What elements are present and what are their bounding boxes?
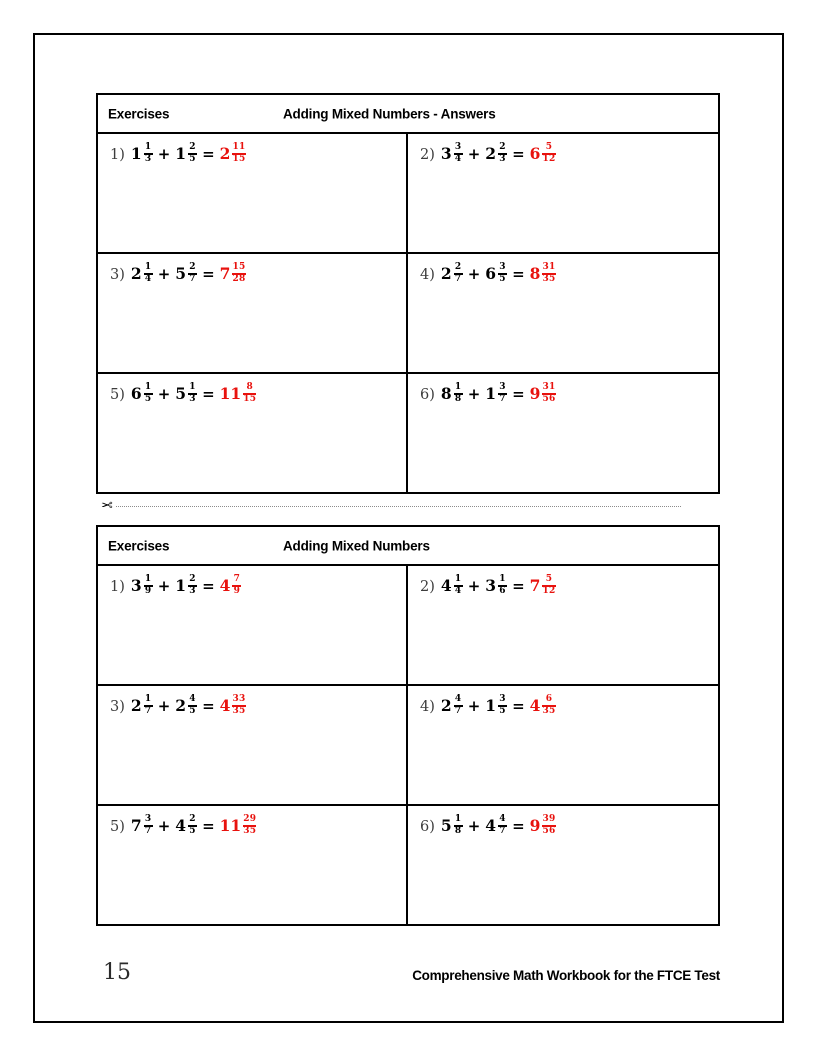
plus-operator-5: + (157, 384, 171, 403)
problem-expression-2 (420, 143, 556, 164)
worksheet-exercises-header-left: Exercises (108, 538, 170, 553)
exercise-answer-numerator-3: 33 (232, 694, 246, 704)
exercise-expression-1 (110, 575, 241, 596)
operand-a-numerator-6: 1 (454, 382, 462, 392)
operand-b-whole-6: 1 (485, 383, 497, 403)
problem-number-4: 4) (420, 266, 435, 283)
answer-numerator-4: 31 (542, 262, 556, 272)
exercise-operand-b-numerator-5: 2 (189, 814, 196, 824)
exercise-operand-b-denominator-1: 3 (189, 586, 196, 597)
exercise-operand-a-numerator-6: 1 (454, 814, 462, 824)
exercise-expression-4 (420, 695, 556, 716)
problem-number-2: 2) (420, 146, 435, 163)
operand-a-numerator-2: 3 (454, 142, 462, 152)
answer-4 (530, 263, 556, 284)
operand-a-whole-2: 3 (440, 143, 452, 163)
operand-a-denominator-5: 5 (144, 394, 152, 405)
operand-b-denominator-5: 3 (189, 394, 196, 405)
exercise-operand-a-whole-3: 2 (130, 695, 142, 715)
operand-b-4 (485, 263, 507, 284)
exercise-answer-fraction-4 (542, 695, 555, 716)
exercise-operand-b-whole-3: 2 (175, 695, 187, 715)
exercise-answer-fraction-2 (542, 575, 555, 596)
operand-a-numerator-5: 1 (144, 382, 152, 392)
book-title: Comprehensive Math Workbook for the FTCE Test (412, 968, 720, 983)
exercise-operand-a-fraction-1 (144, 575, 153, 596)
exercise-operand-b-whole-2: 3 (485, 575, 497, 595)
exercise-operand-b-numerator-3: 4 (189, 694, 196, 704)
operand-a-2 (441, 143, 463, 164)
answer-numerator-3: 15 (232, 262, 246, 272)
answer-whole-4: 8 (529, 263, 541, 283)
answer-numerator-6: 31 (542, 382, 556, 392)
exercise-answer-whole-3: 4 (219, 695, 231, 715)
exercise-operand-a-whole-5: 7 (130, 815, 142, 835)
problem-number-6: 6) (420, 386, 435, 403)
answer-denominator-1: 15 (232, 154, 246, 165)
exercise-plus-operator-5: + (157, 816, 171, 835)
exercise-answer-numerator-2: 5 (545, 574, 553, 584)
exercise-number-2: 2) (420, 578, 435, 595)
problem-number-3: 3) (110, 266, 125, 283)
exercise-operand-a-4 (441, 695, 463, 716)
operand-b-numerator-6: 3 (499, 382, 506, 392)
operand-b-numerator-4: 3 (499, 262, 506, 272)
exercise-operand-a-numerator-3: 1 (144, 694, 152, 704)
exercise-operand-b-whole-6: 4 (485, 815, 497, 835)
equals-operator-5: = (202, 384, 215, 403)
exercise-operand-b-denominator-2: 6 (499, 586, 506, 597)
exercise-operand-a-numerator-5: 3 (144, 814, 152, 824)
exercise-expression-5 (110, 815, 256, 836)
answer-5 (220, 383, 257, 404)
exercise-cell-5[interactable] (98, 806, 408, 924)
answer-2 (530, 143, 556, 164)
exercise-plus-operator-4: + (467, 696, 481, 715)
exercise-operand-a-2 (441, 575, 463, 596)
operand-b-numerator-1: 2 (189, 142, 196, 152)
exercise-operand-b-fraction-6 (498, 815, 507, 836)
exercise-number-5: 5) (110, 818, 125, 835)
exercise-operand-a-denominator-2: 4 (454, 586, 462, 597)
exercise-answer-3 (220, 695, 246, 716)
exercise-operand-b-denominator-4: 5 (499, 706, 506, 717)
operand-a-denominator-6: 8 (454, 394, 462, 405)
equals-operator-4: = (512, 264, 525, 283)
plus-operator-4: + (467, 264, 481, 283)
answer-whole-1: 2 (219, 143, 231, 163)
problem-cell-3[interactable] (98, 254, 408, 372)
operand-a-5 (131, 383, 153, 404)
cut-dashed-line (116, 506, 681, 508)
operand-b-numerator-2: 2 (499, 142, 506, 152)
operand-a-6 (441, 383, 463, 404)
answer-whole-3: 7 (219, 263, 231, 283)
operand-a-numerator-1: 1 (144, 142, 152, 152)
exercise-answer-denominator-6: 56 (542, 826, 556, 837)
worksheet-answers-header-title: Adding Mixed Numbers - Answers (283, 106, 496, 121)
exercise-answer-5 (220, 815, 257, 836)
problem-cell-1[interactable] (98, 134, 408, 252)
operand-b-numerator-5: 1 (189, 382, 196, 392)
operand-b-fraction-4 (498, 263, 507, 284)
operand-a-numerator-3: 1 (144, 262, 152, 272)
plus-operator-6: + (467, 384, 481, 403)
operand-b-2 (485, 143, 507, 164)
operand-b-numerator-3: 2 (189, 262, 196, 272)
answer-1 (220, 143, 246, 164)
exercise-number-1: 1) (110, 578, 125, 595)
exercise-operand-b-fraction-5 (188, 815, 197, 836)
operand-b-whole-4: 6 (485, 263, 497, 283)
answer-denominator-2: 12 (542, 154, 556, 165)
table-row (98, 566, 718, 686)
equals-operator-2: = (512, 144, 525, 163)
exercise-operand-a-denominator-6: 8 (454, 826, 462, 837)
answer-numerator-1: 11 (232, 142, 246, 152)
answer-whole-6: 9 (529, 383, 541, 403)
exercise-operand-a-5 (131, 815, 153, 836)
exercise-operand-b-3 (175, 695, 197, 716)
worksheet-answers-header (98, 95, 718, 134)
exercise-answer-4 (530, 695, 556, 716)
operand-b-3 (175, 263, 197, 284)
table-row (98, 374, 718, 492)
exercise-operand-a-whole-2: 4 (440, 575, 452, 595)
exercise-operand-a-fraction-4 (454, 695, 463, 716)
problem-expression-4 (420, 263, 556, 284)
exercise-operand-b-whole-5: 4 (175, 815, 187, 835)
exercise-answer-numerator-1: 7 (233, 574, 241, 584)
plus-operator-3: + (157, 264, 171, 283)
exercise-operand-a-denominator-3: 7 (144, 706, 152, 717)
answer-denominator-6: 56 (542, 394, 556, 405)
exercise-operand-a-fraction-6 (454, 815, 463, 836)
problem-number-1: 1) (110, 146, 125, 163)
problem-cell-5[interactable] (98, 374, 408, 492)
exercise-expression-3 (110, 695, 246, 716)
exercise-operand-b-fraction-3 (188, 695, 197, 716)
operand-b-whole-2: 2 (485, 143, 497, 163)
exercise-expression-2 (420, 575, 556, 596)
exercise-operand-a-whole-4: 2 (440, 695, 452, 715)
equals-operator-1: = (202, 144, 215, 163)
worksheet-exercises (96, 525, 720, 926)
exercise-operand-a-3 (131, 695, 153, 716)
exercise-number-3: 3) (110, 698, 125, 715)
operand-a-whole-4: 2 (440, 263, 452, 283)
problem-number-5: 5) (110, 386, 125, 403)
operand-a-whole-3: 2 (130, 263, 142, 283)
answer-3 (220, 263, 246, 284)
exercise-answer-whole-2: 7 (529, 575, 541, 595)
operand-a-denominator-3: 4 (144, 274, 152, 285)
exercise-operand-a-fraction-3 (144, 695, 153, 716)
answer-fraction-1 (232, 143, 245, 164)
operand-b-1 (175, 143, 197, 164)
exercise-operand-b-fraction-1 (188, 575, 197, 596)
answer-numerator-5: 8 (246, 382, 254, 392)
operand-b-fraction-5 (188, 383, 197, 404)
scissors-icon: ✂ (101, 497, 113, 513)
operand-a-denominator-2: 4 (454, 154, 462, 165)
worksheet-answers-header-left: Exercises (108, 106, 170, 121)
exercise-answer-denominator-1: 9 (233, 586, 241, 597)
equals-operator-6: = (512, 384, 525, 403)
problem-expression-6 (420, 383, 556, 404)
operand-b-denominator-2: 3 (499, 154, 506, 165)
exercise-operand-b-denominator-5: 5 (189, 826, 196, 837)
operand-b-5 (175, 383, 197, 404)
exercise-operand-a-denominator-4: 7 (454, 706, 462, 717)
page-footer (96, 960, 720, 996)
operand-b-6 (485, 383, 507, 404)
exercise-operand-b-numerator-1: 2 (189, 574, 196, 584)
table-row (98, 134, 718, 254)
exercise-answer-whole-5: 11 (219, 815, 242, 835)
exercise-operand-b-6 (485, 815, 507, 836)
problem-cell-6[interactable] (408, 374, 718, 492)
exercise-operand-b-whole-4: 1 (485, 695, 497, 715)
exercise-answer-numerator-5: 29 (243, 814, 257, 824)
answer-fraction-5 (243, 383, 256, 404)
exercise-cell-6[interactable] (408, 806, 718, 924)
problem-cell-2[interactable] (408, 134, 718, 252)
operand-a-whole-6: 8 (440, 383, 452, 403)
exercise-equals-operator-4: = (512, 696, 525, 715)
problem-expression-3 (110, 263, 246, 284)
problem-expression-5 (110, 383, 256, 404)
table-row (98, 686, 718, 806)
exercise-operand-a-numerator-2: 1 (454, 574, 462, 584)
operand-a-fraction-1 (144, 143, 153, 164)
answer-denominator-4: 35 (542, 274, 556, 285)
exercise-answer-2 (530, 575, 556, 596)
exercise-operand-a-fraction-5 (144, 815, 153, 836)
exercise-cell-1[interactable] (98, 566, 408, 684)
operand-a-fraction-6 (454, 383, 463, 404)
exercise-number-6: 6) (420, 818, 435, 835)
exercise-cell-2[interactable] (408, 566, 718, 684)
exercise-operand-b-5 (175, 815, 197, 836)
exercise-answer-denominator-2: 12 (542, 586, 556, 597)
equals-operator-3: = (202, 264, 215, 283)
operand-a-fraction-2 (454, 143, 463, 164)
exercise-expression-6 (420, 815, 556, 836)
exercise-operand-b-fraction-4 (498, 695, 507, 716)
table-row (98, 806, 718, 924)
operand-b-whole-3: 5 (175, 263, 187, 283)
operand-b-whole-5: 5 (175, 383, 187, 403)
exercise-cell-4[interactable] (408, 686, 718, 804)
exercise-operand-b-denominator-6: 7 (499, 826, 506, 837)
exercise-answer-numerator-6: 39 (542, 814, 556, 824)
exercise-equals-operator-6: = (512, 816, 525, 835)
exercise-answer-denominator-4: 35 (542, 706, 556, 717)
exercise-operand-b-2 (485, 575, 507, 596)
exercise-equals-operator-5: = (202, 816, 215, 835)
exercise-operand-a-numerator-1: 1 (144, 574, 152, 584)
exercise-operand-b-numerator-4: 3 (499, 694, 506, 704)
answer-fraction-2 (542, 143, 555, 164)
operand-a-1 (131, 143, 153, 164)
exercise-equals-operator-1: = (202, 576, 215, 595)
exercise-answer-denominator-3: 35 (232, 706, 246, 717)
answer-6 (530, 383, 556, 404)
exercise-operand-a-fraction-2 (454, 575, 463, 596)
operand-b-denominator-6: 7 (499, 394, 506, 405)
exercise-number-4: 4) (420, 698, 435, 715)
answer-numerator-2: 5 (545, 142, 553, 152)
exercise-equals-operator-3: = (202, 696, 215, 715)
plus-operator-1: + (157, 144, 171, 163)
exercise-cell-3[interactable] (98, 686, 408, 804)
operand-a-fraction-5 (144, 383, 153, 404)
exercise-answer-6 (530, 815, 556, 836)
answer-fraction-3 (232, 263, 245, 284)
answer-fraction-4 (542, 263, 555, 284)
exercise-answer-denominator-5: 35 (243, 826, 257, 837)
operand-b-whole-1: 1 (175, 143, 187, 163)
cut-divider (101, 497, 681, 513)
exercise-operand-b-denominator-3: 5 (189, 706, 196, 717)
page-number: 15 (103, 960, 131, 985)
exercise-operand-a-whole-6: 5 (440, 815, 452, 835)
exercise-operand-b-1 (175, 575, 197, 596)
answer-denominator-5: 15 (243, 394, 257, 405)
exercise-answer-numerator-4: 6 (545, 694, 553, 704)
operand-b-fraction-3 (188, 263, 197, 284)
exercise-answer-1 (220, 575, 242, 596)
exercise-plus-operator-3: + (157, 696, 171, 715)
exercise-equals-operator-2: = (512, 576, 525, 595)
operand-a-whole-5: 6 (130, 383, 142, 403)
exercise-answer-whole-6: 9 (529, 815, 541, 835)
table-row (98, 254, 718, 374)
exercise-operand-a-numerator-4: 4 (454, 694, 462, 704)
exercise-operand-b-4 (485, 695, 507, 716)
worksheet-answers (96, 93, 720, 494)
exercise-answer-whole-4: 4 (529, 695, 541, 715)
operand-a-whole-1: 1 (130, 143, 142, 163)
operand-a-numerator-4: 2 (454, 262, 462, 272)
exercise-answer-whole-1: 4 (219, 575, 231, 595)
answer-denominator-3: 28 (232, 274, 246, 285)
exercise-operand-a-1 (131, 575, 153, 596)
exercise-operand-b-whole-1: 1 (175, 575, 187, 595)
operand-a-denominator-4: 7 (454, 274, 462, 285)
answer-whole-2: 6 (529, 143, 541, 163)
operand-b-fraction-6 (498, 383, 507, 404)
exercise-operand-b-fraction-2 (498, 575, 507, 596)
exercise-operand-a-denominator-1: 9 (144, 586, 152, 597)
exercise-plus-operator-6: + (467, 816, 481, 835)
answer-fraction-6 (542, 383, 555, 404)
exercise-operand-b-numerator-6: 4 (499, 814, 506, 824)
exercise-operand-a-6 (441, 815, 463, 836)
operand-a-fraction-4 (454, 263, 463, 284)
worksheet-exercises-header (98, 527, 718, 566)
exercise-answer-fraction-1 (232, 575, 241, 596)
exercise-plus-operator-1: + (157, 576, 171, 595)
problem-cell-4[interactable] (408, 254, 718, 372)
exercise-answer-fraction-6 (542, 815, 555, 836)
exercise-operand-a-denominator-5: 7 (144, 826, 152, 837)
operand-b-fraction-2 (498, 143, 507, 164)
problem-expression-1 (110, 143, 246, 164)
operand-b-fraction-1 (188, 143, 197, 164)
operand-b-denominator-3: 7 (189, 274, 196, 285)
exercise-plus-operator-2: + (467, 576, 481, 595)
operand-a-denominator-1: 3 (144, 154, 152, 165)
answer-whole-5: 11 (219, 383, 242, 403)
plus-operator-2: + (467, 144, 481, 163)
operand-b-denominator-1: 5 (189, 154, 196, 165)
operand-a-4 (441, 263, 463, 284)
exercise-operand-a-whole-1: 3 (130, 575, 142, 595)
worksheet-exercises-header-title: Adding Mixed Numbers (283, 538, 430, 553)
operand-a-fraction-3 (144, 263, 153, 284)
exercise-answer-fraction-5 (243, 815, 256, 836)
exercise-operand-b-numerator-2: 1 (499, 574, 506, 584)
operand-a-3 (131, 263, 153, 284)
operand-b-denominator-4: 5 (499, 274, 506, 285)
exercise-answer-fraction-3 (232, 695, 245, 716)
